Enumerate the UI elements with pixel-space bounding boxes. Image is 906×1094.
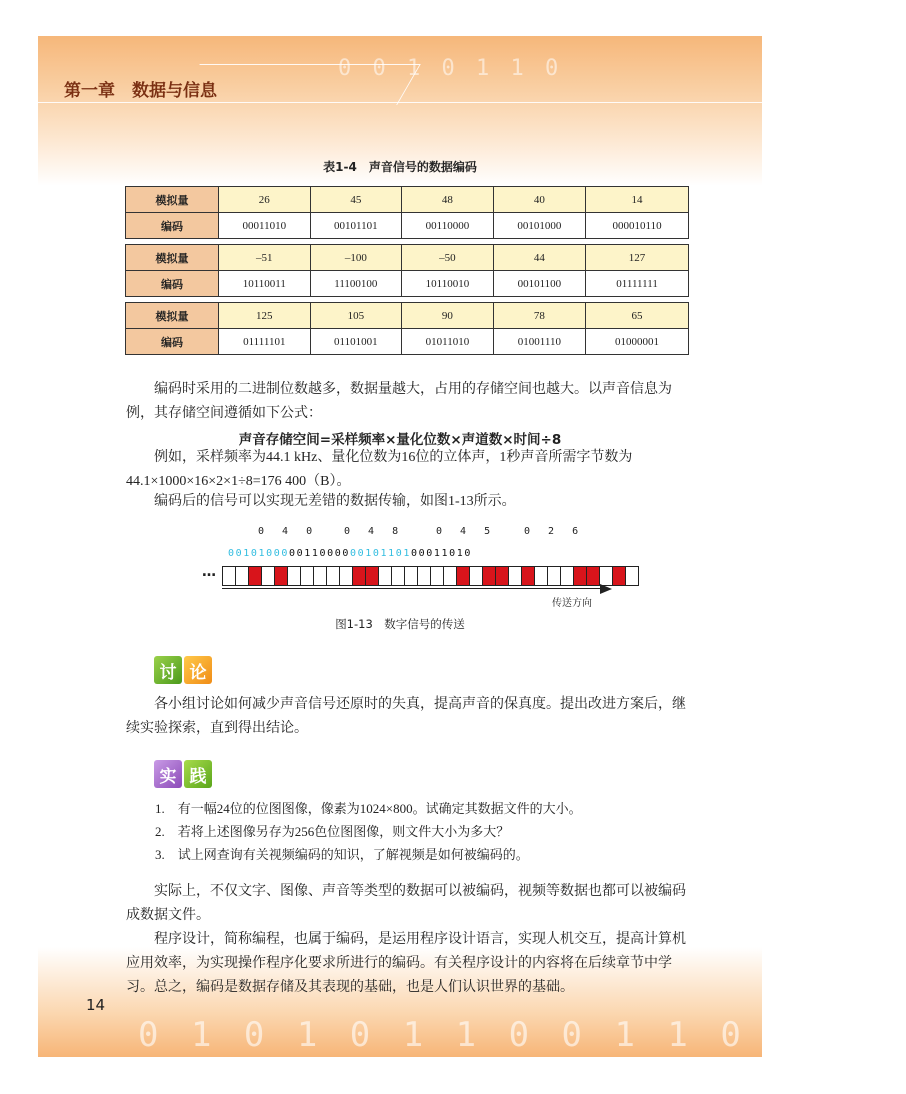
bit-cell: [326, 566, 340, 586]
bit-cell: [404, 566, 418, 586]
bit-digit: 1: [403, 548, 411, 559]
bit-digit: 1: [258, 548, 267, 559]
bit-digit: 0: [411, 548, 419, 559]
bit-cell: [261, 566, 275, 586]
table-cell: 65: [586, 303, 689, 329]
bit-digit: 1: [380, 548, 389, 559]
discuss-badge-char-1: 讨: [154, 656, 182, 684]
table-cell: 01111101: [219, 329, 311, 355]
bit-digit: 0: [266, 548, 274, 559]
bit-digit: 0: [273, 548, 282, 559]
table-cell: 14: [586, 187, 689, 213]
bit-cell: [417, 566, 431, 586]
bit-cell: [443, 566, 457, 586]
table-cell: –51: [219, 245, 311, 271]
bit-digit: 1: [243, 548, 251, 559]
bit-cell: [222, 566, 236, 586]
table-row-header: 编码: [126, 329, 219, 355]
bit-digit: 0: [426, 548, 434, 559]
bit-digit: 0: [296, 548, 305, 559]
figure-bit-cells: [222, 566, 638, 586]
bit-cell: [365, 566, 379, 586]
table-cell: 44: [493, 245, 585, 271]
bit-cell: [495, 566, 509, 586]
bit-cell: [534, 566, 548, 586]
bit-digit: 1: [365, 548, 373, 559]
table-cell: 125: [219, 303, 311, 329]
figure-digital-signal: [200, 526, 620, 616]
table-cell: 26: [219, 187, 311, 213]
bit-cell: [378, 566, 392, 586]
bit-digit: 1: [304, 548, 312, 559]
bit-cell: [573, 566, 587, 586]
table-cell: –100: [310, 245, 402, 271]
figure-label-3: 0 4 5: [436, 526, 497, 537]
page-number: 14: [86, 996, 106, 1014]
table-cell: 48: [402, 187, 494, 213]
bit-digit: 0: [357, 548, 366, 559]
bit-cell: [391, 566, 405, 586]
direction-label: 传送方向: [552, 598, 592, 609]
table-row-header: 编码: [126, 213, 219, 239]
bit-cell: [248, 566, 262, 586]
figure-caption: 图1-13 数字信号的传送: [335, 617, 465, 631]
table-row-code: [126, 213, 689, 239]
figure-bit-text: [228, 548, 472, 559]
table-cell: 10110010: [402, 271, 494, 297]
table-row-header: 模拟量: [126, 187, 219, 213]
table-row-code: [126, 329, 689, 355]
table-cell: 01111111: [586, 271, 689, 297]
table-cell: 00011010: [219, 213, 311, 239]
table-row-header: 编码: [126, 271, 219, 297]
bit-cell: [599, 566, 613, 586]
header-decoration: 0 0 1 0 1 1 0: [338, 56, 563, 81]
bit-digit: 0: [464, 548, 472, 559]
bit-cell: [456, 566, 470, 586]
table-cell: 11100100: [310, 271, 402, 297]
bit-digit: 0: [372, 548, 381, 559]
bit-digit: 1: [433, 548, 442, 559]
encoding-table: [125, 186, 689, 355]
table-row-analog: [126, 245, 689, 271]
bit-digit: 1: [388, 548, 396, 559]
bit-cell: [274, 566, 288, 586]
discuss-badge-char-2: 论: [184, 656, 212, 684]
practice-item: 1. 有一幅24位的位图图像，像素为1024×800。试确定其数据文件的大小。: [155, 801, 582, 816]
bit-cell: [300, 566, 314, 586]
table-cell: 45: [310, 187, 402, 213]
table-row-code: [126, 271, 689, 297]
table-cell: –50: [402, 245, 494, 271]
table-cell: 40: [493, 187, 585, 213]
bit-cell: [469, 566, 483, 586]
header-divider: [38, 102, 762, 103]
bit-digit: 0: [281, 548, 289, 559]
bit-digit: 0: [235, 548, 244, 559]
footer-decoration: 0 1 0 1 0 1 1 0 0 1 1 0 1 0 1: [138, 1015, 906, 1055]
bit-digit: 0: [250, 548, 259, 559]
bit-digit: 0: [395, 548, 404, 559]
table-cell: 00101101: [310, 213, 402, 239]
bit-cell: [313, 566, 327, 586]
paragraph-storage: 编码时采用的二进制位数越多，数据量越大，占用的存储空间也越大。以声音信息为例，其存储空间遵循如下公式：: [126, 382, 672, 421]
table-cell: 01000001: [586, 329, 689, 355]
closing-paragraph-2: 程序设计，简称编程，也属于编码，是运用程序设计语言，实现人机交互，提高计算机应用效率，为实现操作程序化要求所进行的编码。有关程序设计的内容将在后续章节中学习。总之，编码是数据存储及其表现的基础，也是人们认识世界的基础。: [126, 932, 686, 995]
discuss-text: 各小组讨论如何减少声音信号还原时的失真，提高声音的保真度。提出改进方案后，继续实验探索，直到得出结论。: [126, 697, 686, 736]
table-cell: 10110011: [219, 271, 311, 297]
bit-digit: 0: [289, 548, 297, 559]
figure-ellipsis: …: [202, 564, 216, 580]
paragraph-example: 例如，采样频率为44.1 kHz、量化位数为16位的立体声，1秒声音所需字节数为44.1×1000×16×2×1÷8=176 400（B）。: [126, 450, 633, 489]
chapter-title: 第一章 数据与信息: [64, 81, 217, 101]
bit-cell: [625, 566, 639, 586]
bit-digit: 0: [418, 548, 427, 559]
formula: 声音存储空间=采样频率×量化位数×声道数×时间÷8: [238, 432, 562, 448]
bit-cell: [560, 566, 574, 586]
practice-badge-char-2: 践: [184, 760, 212, 788]
bit-cell: [547, 566, 561, 586]
bit-digit: 0: [342, 548, 350, 559]
bit-digit: 0: [228, 548, 236, 559]
bit-digit: 0: [319, 548, 328, 559]
table-cell: 78: [493, 303, 585, 329]
discuss-badge: [154, 656, 212, 684]
bit-digit: 1: [311, 548, 320, 559]
bit-cell: [508, 566, 522, 586]
bit-cell: [339, 566, 353, 586]
table-cell: 00110000: [402, 213, 494, 239]
bit-digit: 1: [441, 548, 450, 559]
bit-cell: [235, 566, 249, 586]
practice-badge-char-1: 实: [154, 760, 182, 788]
table-cell: 105: [310, 303, 402, 329]
table-cell: 000010110: [586, 213, 689, 239]
bit-cell: [612, 566, 626, 586]
bit-digit: 1: [456, 548, 465, 559]
practice-item: 3. 试上网查询有关视频编码的知识，了解视频是如何被编码的。: [155, 847, 529, 862]
bit-cell: [521, 566, 535, 586]
table-cell: 01001110: [493, 329, 585, 355]
table-cell: 90: [402, 303, 494, 329]
figure-label-2: 0 4 8: [344, 526, 405, 537]
practice-list: [155, 797, 695, 866]
table-row-analog: [126, 187, 689, 213]
bit-digit: 0: [327, 548, 335, 559]
figure-label-4: 0 2 6: [524, 526, 585, 537]
practice-badge: [154, 760, 212, 788]
bit-cell: [586, 566, 600, 586]
table-cell: 00101000: [493, 213, 585, 239]
table-row-header: 模拟量: [126, 245, 219, 271]
table-row-analog: [126, 303, 689, 329]
bit-digit: 0: [350, 548, 358, 559]
bit-cell: [430, 566, 444, 586]
arrow-head-icon: [600, 584, 612, 594]
closing-paragraph-1: 实际上，不仅文字、图像、声音等类型的数据可以被编码，视频等数据也都可以被编码成数据文件。: [126, 884, 686, 923]
bit-cell: [352, 566, 366, 586]
bit-digit: 0: [449, 548, 457, 559]
table-cell: 127: [586, 245, 689, 271]
bit-digit: 0: [334, 548, 343, 559]
table-caption: 表1-4 声音信号的数据编码: [323, 160, 477, 174]
bit-cell: [287, 566, 301, 586]
bit-cell: [482, 566, 496, 586]
table-cell: 00101100: [493, 271, 585, 297]
table-cell: 01011010: [402, 329, 494, 355]
figure-label-1: 0 4 0: [258, 526, 319, 537]
practice-item: 2. 若将上述图像另存为256色位图图像，则文件大小为多大？: [155, 824, 510, 839]
table-cell: 01101001: [310, 329, 402, 355]
paragraph-transmission: 编码后的信号可以实现无差错的数据传输，如图1-13所示。: [154, 494, 516, 509]
arrow-line: [222, 588, 602, 589]
table-row-header: 模拟量: [126, 303, 219, 329]
